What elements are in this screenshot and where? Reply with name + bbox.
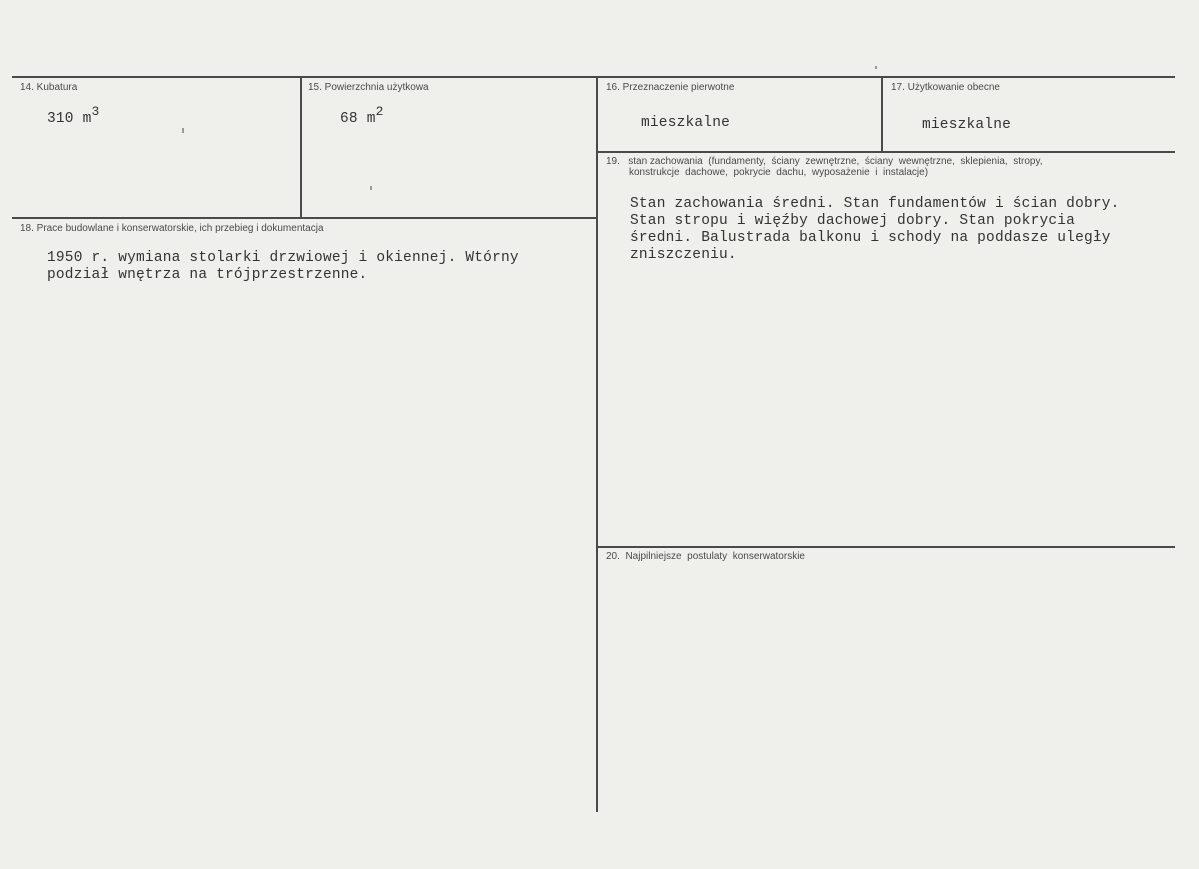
rule-above-20 xyxy=(597,546,1175,548)
powierzchnia-exponent: 2 xyxy=(375,104,384,119)
przeznaczenie-value: mieszkalne xyxy=(641,115,731,131)
kubatura-label: 14. Kubatura xyxy=(20,82,78,93)
prace-line-1: 1950 r. wymiana stolarki drzwiowej i okiennej. Wtórny xyxy=(47,250,519,266)
rule-under-16-17 xyxy=(597,151,1175,153)
prace-line-2: podział wnętrza na trójprzestrzenne. xyxy=(47,267,368,283)
przeznaczenie-label: 16. Przeznaczenie pierwotne xyxy=(606,82,735,93)
uzytkowanie-value: mieszkalne xyxy=(922,117,1012,133)
uzytkowanie-label: 17. Użytkowanie obecne xyxy=(891,82,1000,93)
kubatura-number: 310 m xyxy=(47,111,92,127)
powierzchnia-number: 68 m xyxy=(340,111,376,127)
postulaty-label: 20. Najpilniejsze postulaty konserwatorskie xyxy=(606,551,805,562)
stan-line-3: średni. Balustrada balkonu i schody na poddasze uległy xyxy=(630,230,1111,246)
stan-line-4: zniszczeniu. xyxy=(630,247,737,263)
stan-label-line-2: konstrukcje dachowe, pokrycie dachu, wyposażenie i instalacje) xyxy=(629,167,929,178)
paper-mark xyxy=(875,66,877,69)
powierzchnia-label: 15. Powierzchnia użytkowa xyxy=(308,82,429,93)
rule-above-18 xyxy=(12,217,597,219)
center-divider xyxy=(596,77,598,812)
stan-label-line-1: 19. stan zachowania (fundamenty, ściany zewnętrzne, ściany wewnętrzne, sklepienia, stropy, xyxy=(606,156,1043,167)
stan-line-2: Stan stropu i więźby dachowej dobry. Stan pokrycia xyxy=(630,213,1076,229)
prace-label: 18. Prace budowlane i konserwatorskie, ich przebieg i dokumentacja xyxy=(20,223,324,234)
paper-mark xyxy=(370,186,372,190)
stan-line-1: Stan zachowania średni. Stan fundamentów i ścian dobry. xyxy=(630,196,1120,212)
top-rule xyxy=(12,76,1175,78)
divider-16-17 xyxy=(881,77,883,152)
paper-mark xyxy=(182,128,184,133)
kubatura-exponent: 3 xyxy=(91,104,100,119)
powierzchnia-value xyxy=(340,104,384,128)
kubatura-value xyxy=(47,104,100,128)
divider-14-15 xyxy=(300,77,302,218)
